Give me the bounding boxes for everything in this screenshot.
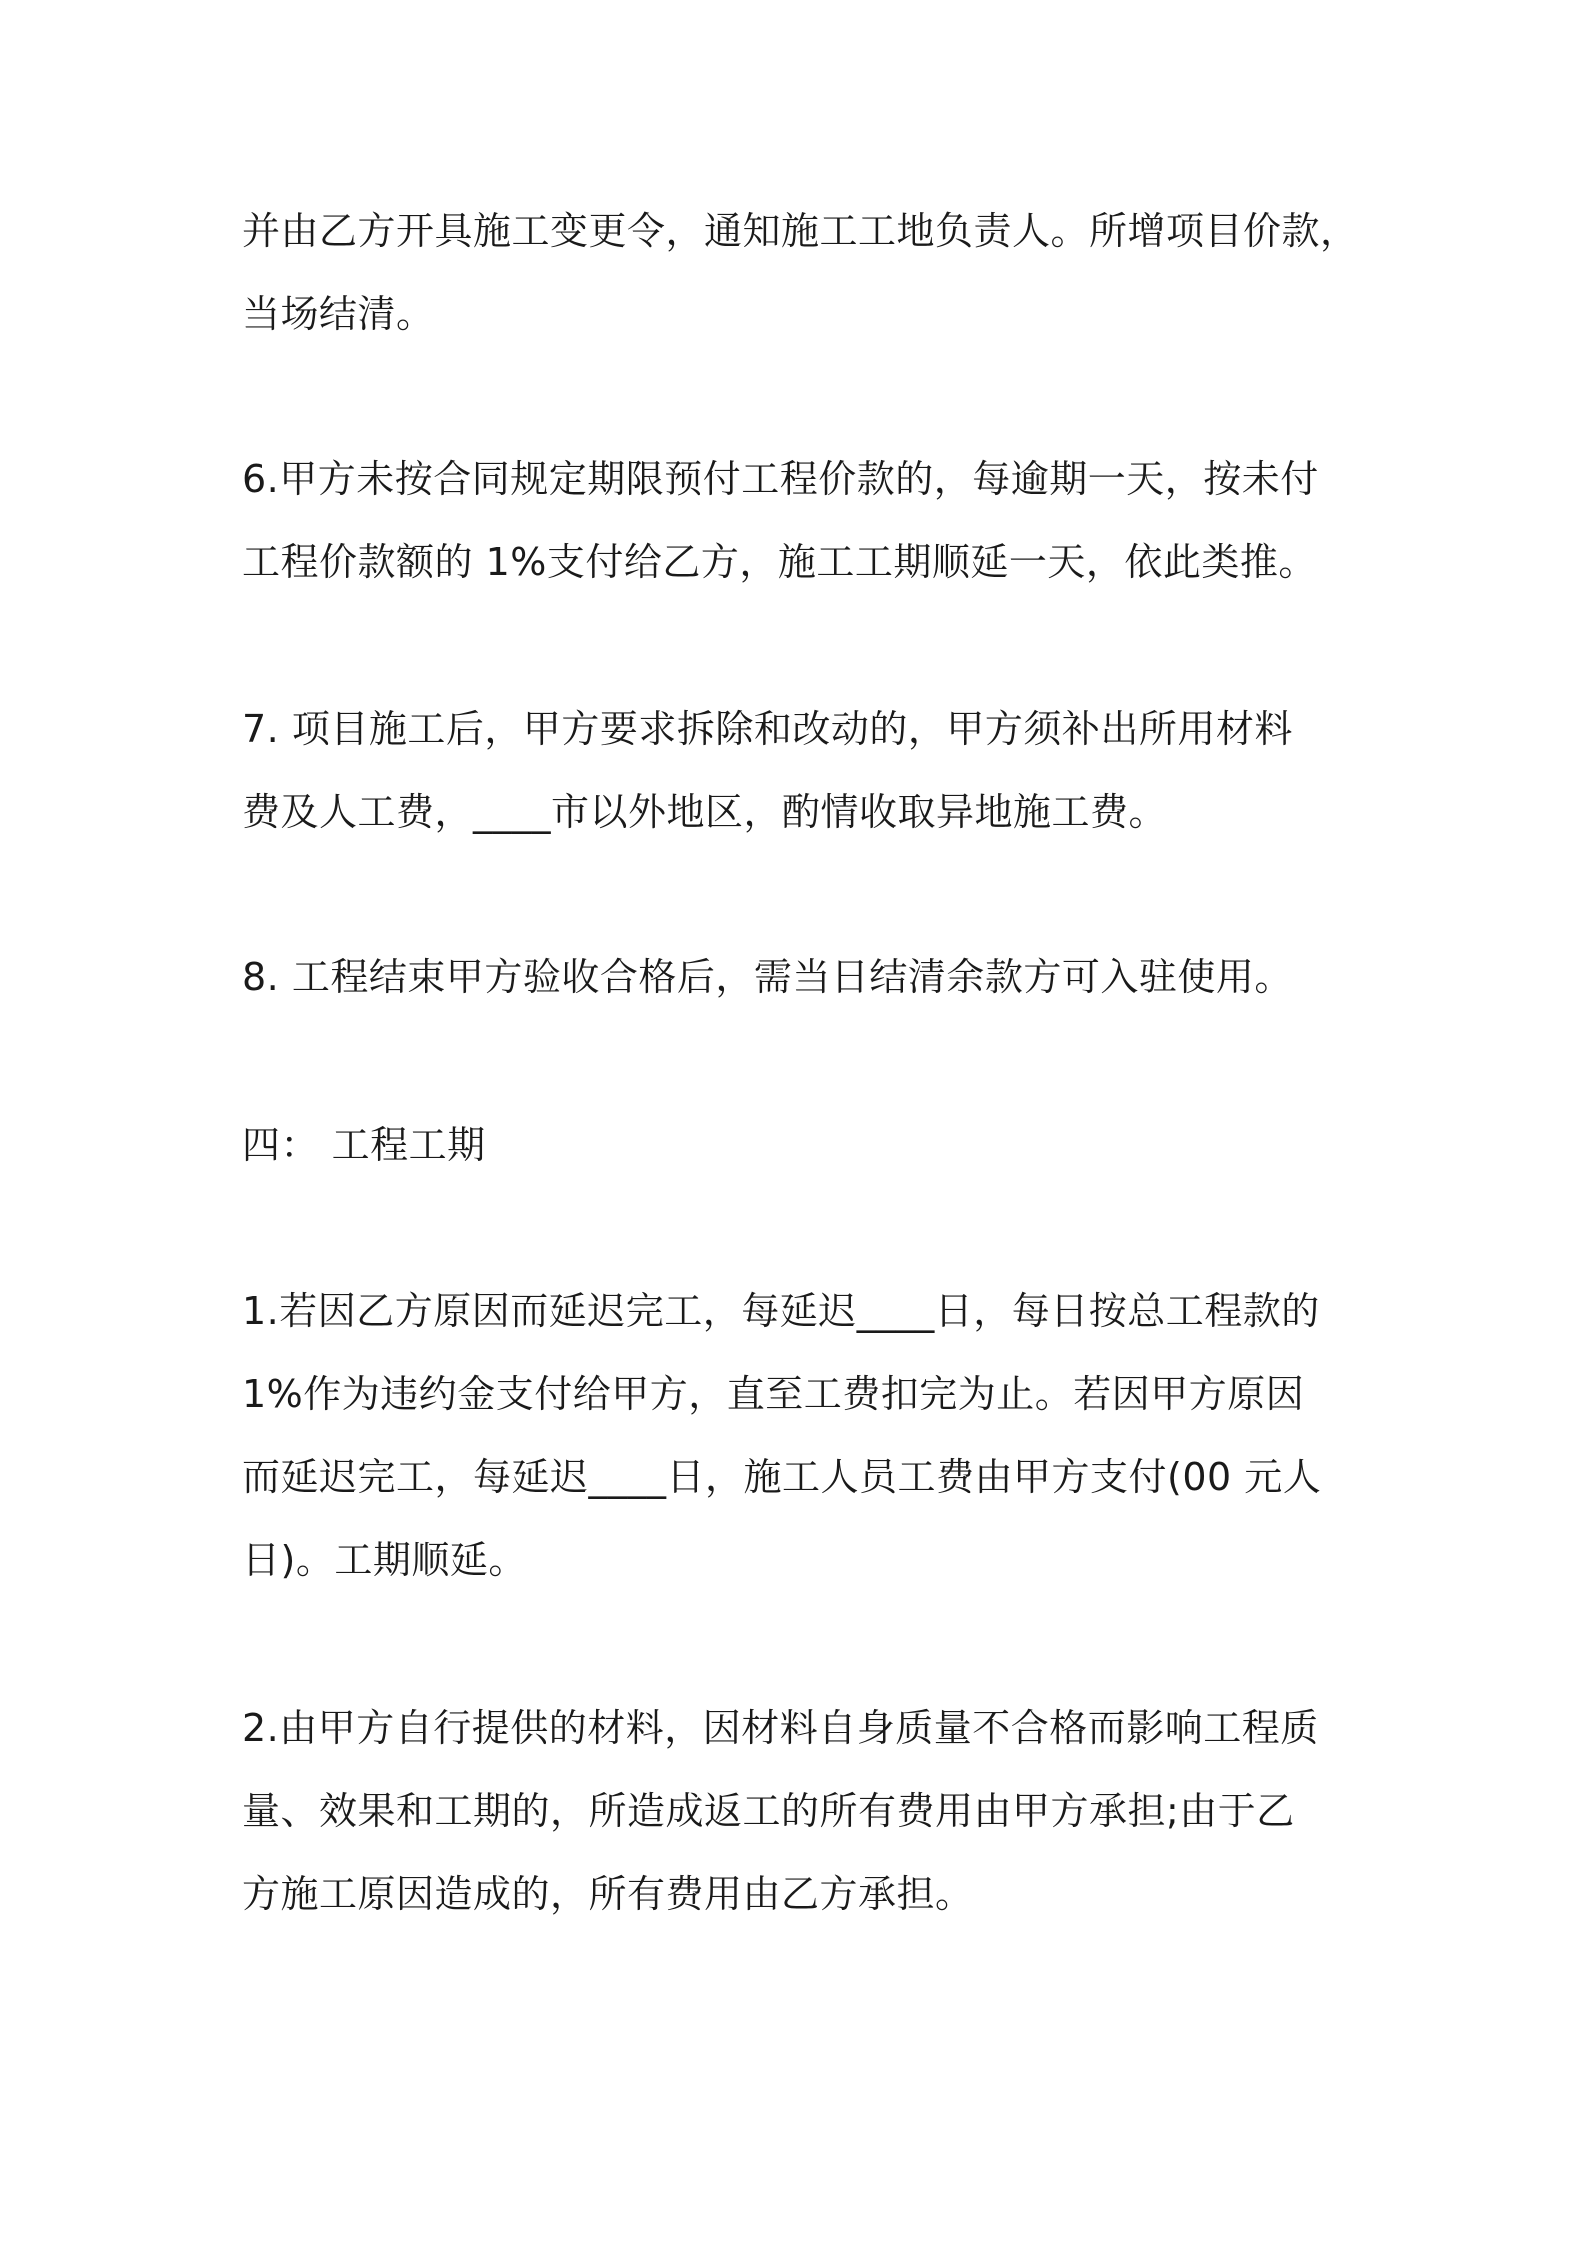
duration-clause-1-line: 1.若因乙方原因而延迟完工，每延迟____日，每日按总工程款的 xyxy=(242,1289,1320,1333)
section-heading: 四： 工程工期 xyxy=(242,1123,486,1167)
clause-6-line: 6.甲方未按合同规定期限预付工程价款的，每逾期一天，按未付 xyxy=(242,457,1319,501)
clause-7-line: 费及人工费，____市以外地区，酌情收取异地施工费。 xyxy=(242,790,1168,834)
paragraph-text-line: 并由乙方开具施工变更令，通知施工工地负责人。所增项目价款， xyxy=(242,209,1359,253)
duration-clause-1-line: 日)。工期顺延。 xyxy=(242,1538,527,1582)
clause-7-line: 7. 项目施工后，甲方要求拆除和改动的，甲方须补出所用材料 xyxy=(242,707,1293,751)
paragraph-text-line: 当场结清。 xyxy=(242,292,435,336)
duration-clause-1-line: 而延迟完工，每延迟____日，施工人员工费由甲方支付(00 元人 xyxy=(242,1455,1322,1499)
duration-clause-1-line: 1%作为违约金支付给甲方，直至工费扣完为止。若因甲方原因 xyxy=(242,1372,1305,1416)
clause-6-line: 工程价款额的 1%支付给乙方，施工工期顺延一天，依此类推。 xyxy=(242,540,1317,584)
duration-clause-2-line: 量、效果和工期的，所造成返工的所有费用由甲方承担;由于乙 xyxy=(242,1789,1295,1833)
duration-clause-2-line: 2.由甲方自行提供的材料，因材料自身质量不合格而影响工程质 xyxy=(242,1706,1319,1750)
duration-clause-2-line: 方施工原因造成的，所有费用由乙方承担。 xyxy=(242,1872,974,1916)
clause-8-line: 8. 工程结束甲方验收合格后，需当日结清余款方可入驻使用。 xyxy=(242,955,1293,999)
